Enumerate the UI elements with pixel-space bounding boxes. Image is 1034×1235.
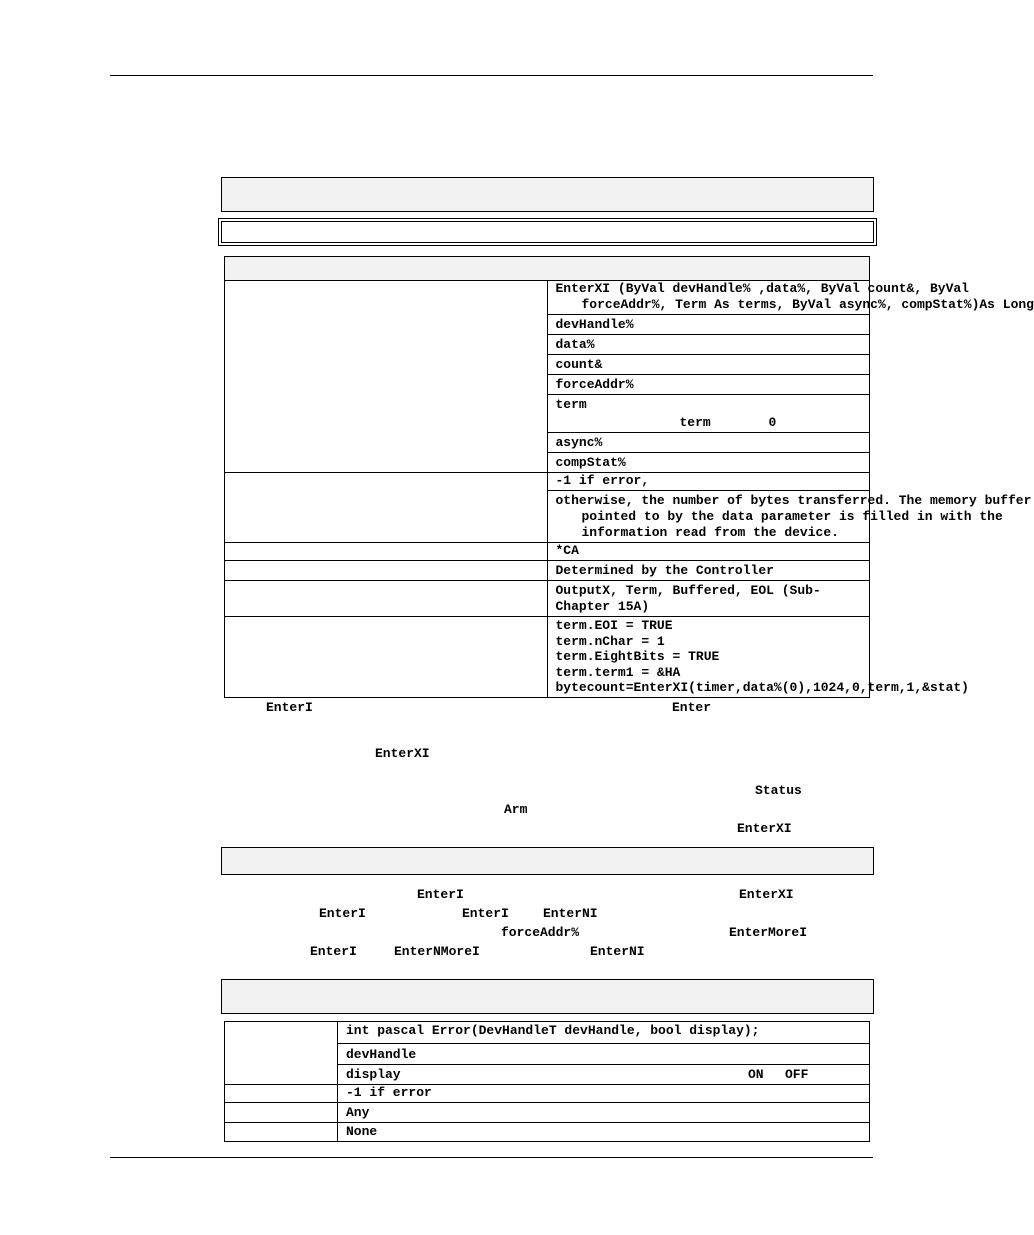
- mode-label-cell: [225, 543, 548, 561]
- enterxi-spec-table: [224, 256, 1034, 698]
- code-word: EnterI: [462, 906, 509, 921]
- header-rule: [110, 75, 873, 76]
- syntax-line: forceAddr%, Term As terms, ByVal async%, compStat%)As Long: [581, 297, 1034, 312]
- syntax-row: [225, 281, 870, 315]
- returns-row: [225, 473, 870, 491]
- code-word: forceAddr%: [501, 925, 580, 940]
- example-line: term.nChar = 1: [555, 633, 665, 649]
- param-data: data%: [547, 335, 870, 355]
- example-row: [225, 617, 870, 698]
- mode-row: [225, 543, 870, 561]
- example-line: term.EOI = TRUE: [555, 618, 673, 633]
- code-word: EnterNMoreI: [394, 944, 480, 959]
- code-word: EnterI: [310, 944, 357, 959]
- error-bus-states: None: [338, 1123, 870, 1142]
- returns-text: otherwise, the number of bytes transferred. The memory buffer: [555, 493, 1032, 508]
- code-word: Arm: [504, 802, 528, 817]
- mode-value: *CA: [547, 543, 870, 561]
- see-also-row: [225, 581, 870, 617]
- code-word: EnterNI: [543, 906, 598, 921]
- param-display: display: [346, 1067, 401, 1082]
- bus-states-label-cell: [225, 1123, 338, 1142]
- code-word: EnterNI: [590, 944, 645, 959]
- code-word: Enter: [672, 700, 712, 715]
- see-also-label-cell: [225, 581, 548, 617]
- term-note-value: 0: [768, 415, 777, 430]
- param-forceaddr: forceAddr%: [547, 375, 870, 395]
- syntax-line: EnterXI (ByVal devHandle% ,data%, ByVal count&, ByVal: [555, 281, 969, 296]
- error-spec-table: [224, 1021, 870, 1142]
- display-off-value: OFF: [785, 1067, 809, 1082]
- param-term: term: [555, 397, 587, 412]
- code-word: EnterI: [266, 700, 313, 715]
- example-line: bytecount=EnterXI(timer,data%(0),1024,0,term,1,&stat): [555, 680, 969, 696]
- returns-row: [225, 1085, 870, 1103]
- syntax-row: [225, 1022, 870, 1044]
- param-count: count&: [547, 355, 870, 375]
- param-devhandle: devHandle: [338, 1044, 870, 1065]
- syntax-label-cell: [225, 1022, 338, 1085]
- example-line: term.EightBits = TRUE: [555, 649, 720, 665]
- error-syntax: int pascal Error(DevHandleT devHandle, bool display);: [338, 1022, 870, 1044]
- code-word: EnterXI: [739, 887, 794, 902]
- mode-row: [225, 1103, 870, 1123]
- code-word: EnterI: [319, 906, 366, 921]
- table-header-row: [225, 257, 870, 281]
- code-word: EnterMoreI: [729, 925, 808, 940]
- returns-label-cell: [225, 1085, 338, 1103]
- display-on-value: ON: [748, 1067, 764, 1082]
- bus-states-label-cell: [225, 561, 548, 581]
- section-subtitle-box: [218, 218, 877, 246]
- returns-label-cell: [225, 473, 548, 543]
- error-section-title-bar: [221, 979, 874, 1014]
- code-word: EnterXI: [737, 821, 792, 836]
- example-label-cell: [225, 617, 548, 698]
- error-mode: Any: [338, 1103, 870, 1123]
- code-word: Status: [755, 783, 802, 798]
- term-note-word: term: [679, 415, 711, 430]
- see-also-value: OutputX, Term, Buffered, EOL (Sub-Chapter 15A): [547, 581, 870, 617]
- returns-error: -1 if error,: [547, 473, 870, 491]
- error-returns: -1 if error: [338, 1085, 870, 1103]
- mode-label-cell: [225, 1103, 338, 1123]
- note-bar: [221, 847, 874, 875]
- param-compstat: compStat%: [547, 453, 870, 473]
- example-line: term.term1 = &HA: [555, 664, 681, 680]
- code-word: EnterI: [417, 887, 464, 902]
- param-devhandle: devHandle%: [547, 315, 870, 335]
- syntax-label-cell: [225, 281, 548, 473]
- bus-states-row: [225, 561, 870, 581]
- bus-states-row: [225, 1123, 870, 1142]
- returns-text: information read from the device.: [581, 525, 839, 540]
- param-async: async%: [547, 433, 870, 453]
- returns-text: pointed to by the data parameter is filled in with the: [581, 509, 1003, 524]
- code-word: EnterXI: [375, 746, 430, 761]
- footer-rule: [110, 1157, 873, 1158]
- bus-states-value: Determined by the Controller: [547, 561, 870, 581]
- section-title-bar: [221, 177, 874, 212]
